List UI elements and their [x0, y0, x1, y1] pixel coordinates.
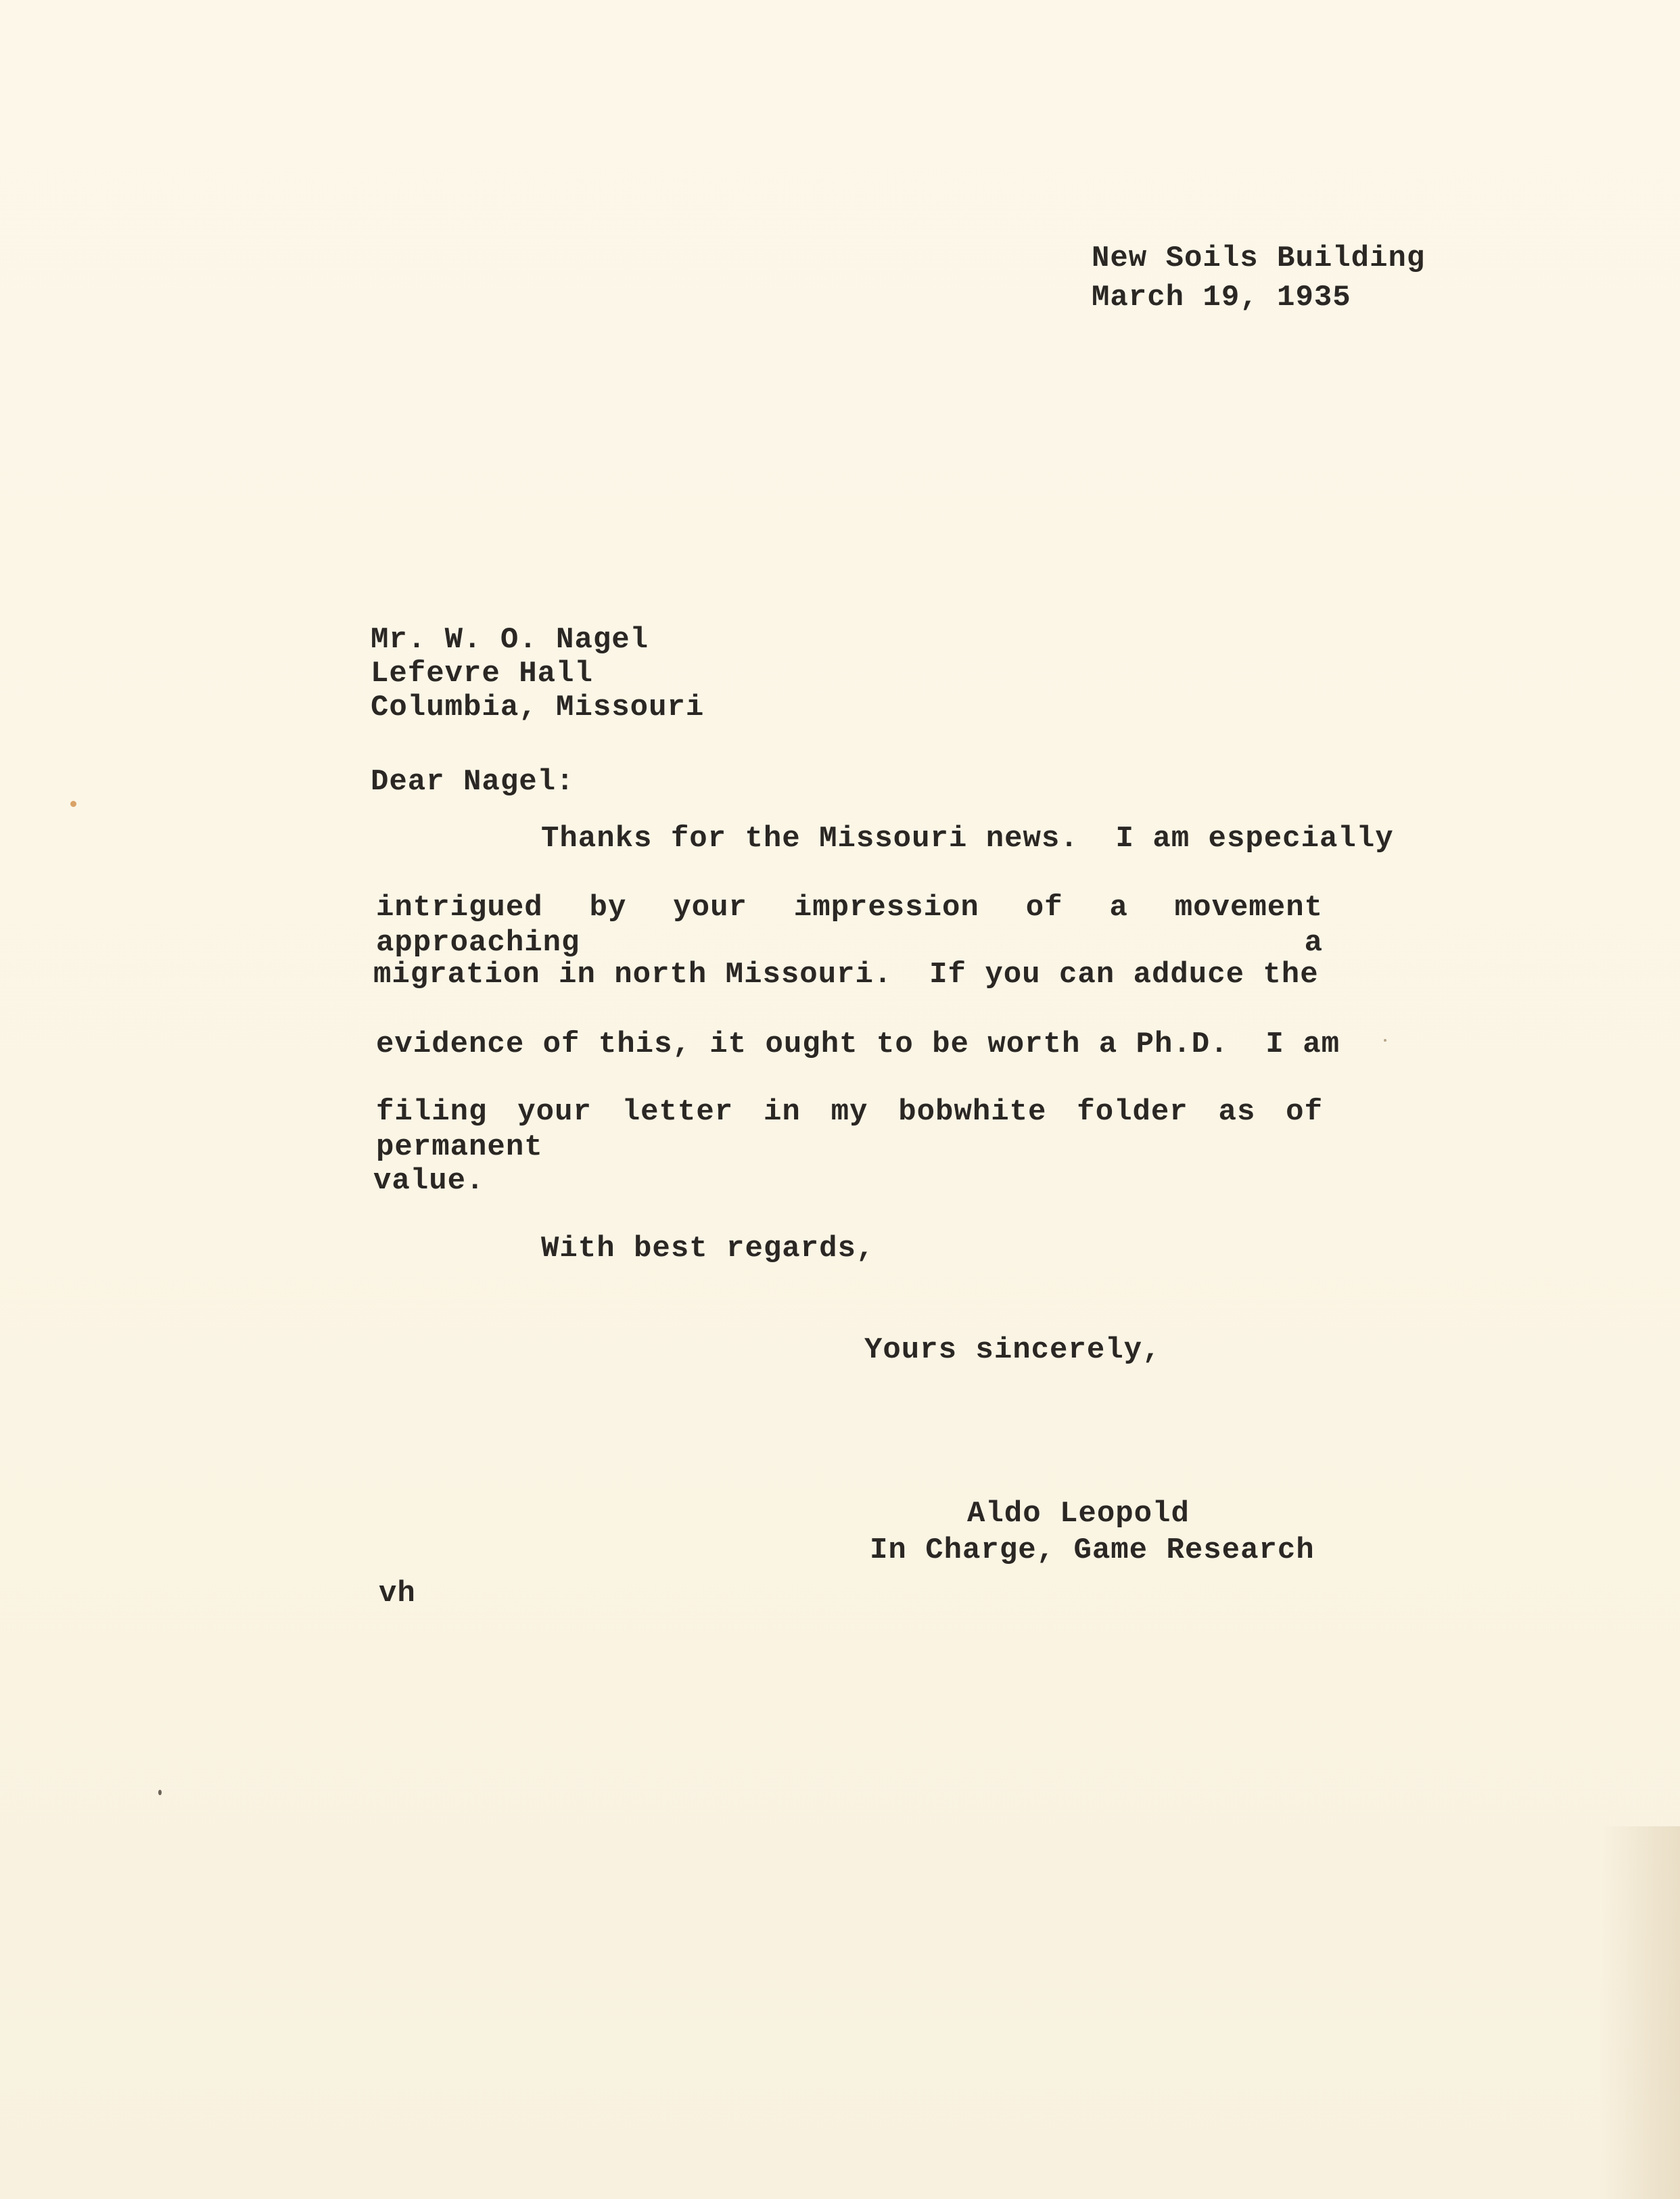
recipient-building: Lefevre Hall	[371, 657, 593, 691]
body-line: Thanks for the Missouri news. I am especially	[541, 822, 1394, 856]
signer-name: Aldo Leopold	[967, 1497, 1190, 1531]
paper-speck	[70, 801, 76, 807]
paper-speck	[1384, 1039, 1386, 1042]
salutation: Dear Nagel:	[371, 765, 575, 799]
recipient-name: Mr. W. O. Nagel	[371, 623, 649, 657]
body-line: filing your letter in my bobwhite folder as of permanent	[376, 1095, 1323, 1164]
recipient-city: Columbia, Missouri	[371, 691, 705, 724]
body-line: evidence of this, it ought to be worth a Ph.D. I am	[376, 1027, 1340, 1061]
paper-speck	[158, 1790, 162, 1795]
letter-date: March 19, 1935	[1092, 281, 1351, 315]
sender-location: New Soils Building	[1092, 241, 1426, 275]
body-line: migration in north Missouri. If you can adduce the	[373, 958, 1319, 992]
complimentary-close: Yours sincerely,	[864, 1333, 1161, 1367]
page-edge-shading	[1599, 1826, 1680, 2199]
regards-line: With best regards,	[541, 1232, 875, 1266]
body-line: value.	[373, 1164, 485, 1198]
body-line: intrigued by your impression of a movement approaching a	[376, 891, 1323, 960]
typist-initials: vh	[379, 1577, 416, 1611]
signer-title: In Charge, Game Research	[870, 1533, 1315, 1567]
